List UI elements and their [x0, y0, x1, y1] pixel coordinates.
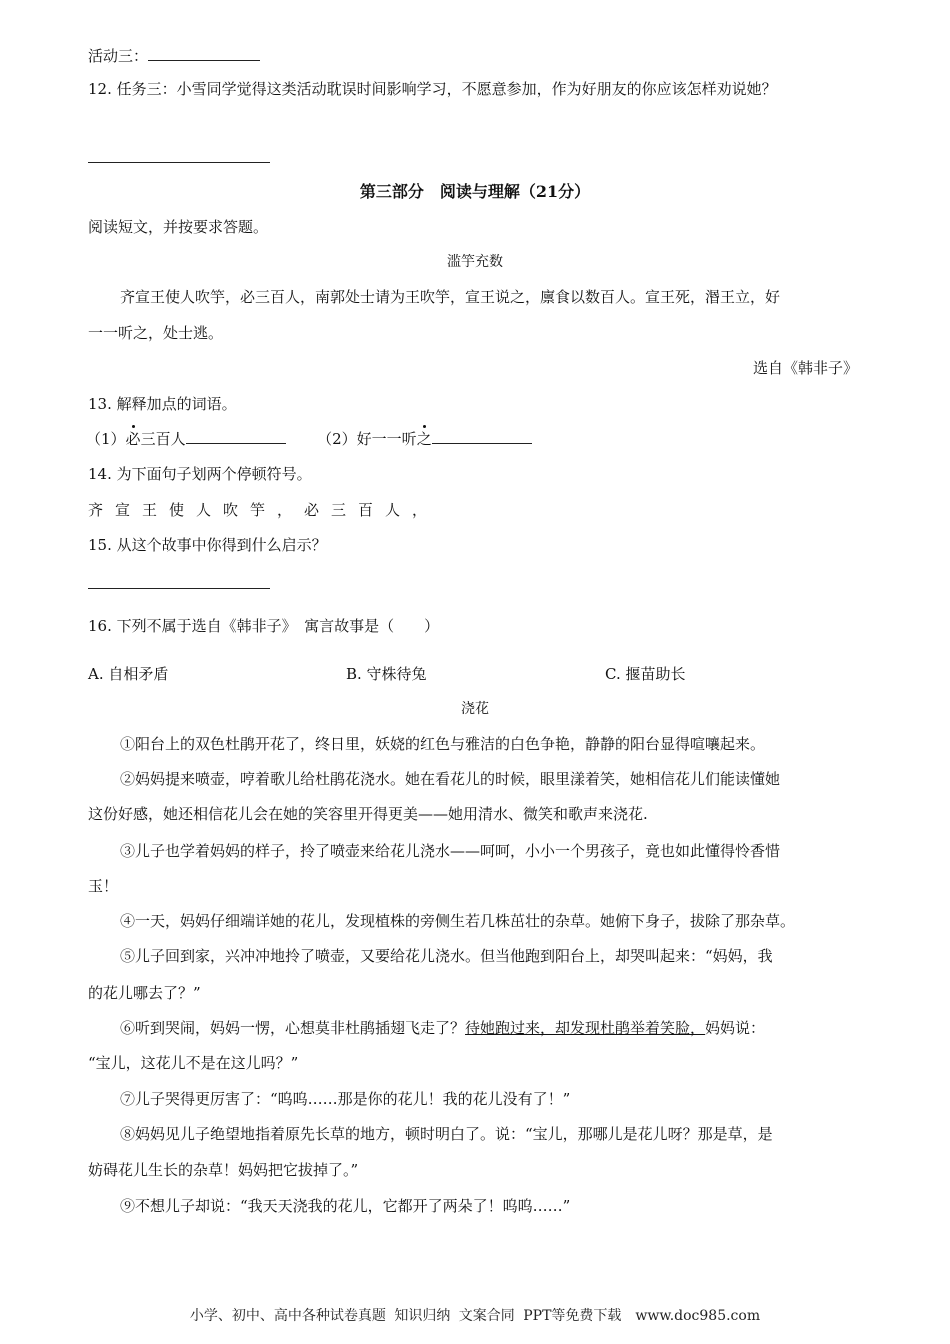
- reading-instruction: 阅读短文，并按要求答题。: [88, 218, 269, 236]
- passage2-para2-line2: 这份好感，她还相信花儿会在她的笑容里开得更美——她用清水、微笑和歌声来浇花.: [88, 805, 648, 823]
- q16-option-c[interactable]: C. 揠苗助长: [605, 665, 686, 683]
- q13-item1-blank[interactable]: [186, 427, 286, 444]
- question-13: 13. 解释加点的词语。: [88, 395, 237, 413]
- para6-text-a: ⑥听到哭闹，妈妈一愣，心想莫非杜鹃插翅飞走了？: [120, 1019, 466, 1037]
- passage2-para1: ①阳台上的双色杜鹃开花了，终日里，妖娆的红色与雅洁的白色争艳，静静的阳台显得喧嚷起来。: [120, 735, 766, 753]
- passage2-para3-line1: ③儿子也学着妈妈的样子，拎了喷壶来给花儿浇水——呵呵，小小一个男孩子，竟也如此懂得怜香惜: [120, 842, 781, 860]
- passage2-para6-line1: [120, 1017, 765, 1039]
- question-12: 12. 任务三：小雪同学觉得这类活动耽误时间影响学习，不愿意参加，作为好朋友的你应该怎样劝说她？: [88, 80, 777, 98]
- page-footer[interactable]: 小学、初中、高中各种试卷真题 知识归纳 文案合同 PPT等免费下载 www.doc985.com: [189, 1308, 761, 1324]
- q16-option-b[interactable]: B. 守株待兔: [346, 665, 427, 683]
- activity3-line: [88, 44, 260, 67]
- q13-item1-rest: 三百人: [140, 430, 186, 448]
- q13-item2-dotted-char: 之: [416, 430, 432, 448]
- q14-sentence: 齐宣王使人吹竽，必三百人，: [88, 501, 440, 519]
- question-14: 14. 为下面句子划两个停顿符号。: [88, 465, 312, 483]
- para6-text-b: 妈妈说：: [705, 1019, 766, 1037]
- q13-item2-num: （2）好一一听: [317, 430, 417, 448]
- passage2-para8-line2: 妨碍花儿生长的杂草！妈妈把它拔掉了。”: [88, 1161, 359, 1179]
- passage2-para6-line2: “宝儿，这花儿不是在这儿吗？”: [88, 1054, 299, 1072]
- passage2-para4: ④一天，妈妈仔细端详她的花儿，发现植株的旁侧生若几株茁壮的杂草。她俯下身子，拔除了那杂草。: [120, 912, 796, 930]
- passage2-para8-line1: ⑧妈妈见儿子绝望地指着原先长草的地方，顿时明白了。说：“宝儿，那哪儿是花儿呀？那是草，是: [120, 1125, 773, 1143]
- passage1-line2: 一一听之，处士逃。: [88, 324, 224, 342]
- passage1-line1: 齐宣王使人吹竽，必三百人，南郭处士请为王吹竽，宣王说之，廪食以数百人。宣王死，湣王立，好: [120, 288, 781, 306]
- question-15: 15. 从这个故事中你得到什么启示？: [88, 536, 327, 554]
- q13-item1-dotted-char: 必: [125, 430, 141, 448]
- q15-answer-line[interactable]: [88, 588, 270, 589]
- q13-item2-blank[interactable]: [432, 427, 532, 444]
- q13-items: [86, 427, 532, 450]
- passage2-title: 浇花: [461, 701, 489, 717]
- passage1-source: 选自《韩非子》: [752, 359, 858, 377]
- q16-option-a[interactable]: A. 自相矛盾: [88, 665, 169, 683]
- passage2-para9: ⑨不想儿子却说：“我天天浇我的花儿，它都开了两朵了！呜呜……”: [120, 1197, 571, 1215]
- passage2-para3-line2: 玉！: [88, 877, 119, 895]
- q13-item1-num: （1）: [86, 430, 126, 448]
- q12-answer-line[interactable]: [88, 162, 270, 163]
- passage2-para7: ⑦儿子哭得更厉害了：“呜呜……那是你的花儿！我的花儿没有了！”: [120, 1090, 571, 1108]
- passage1-title: 滥竽充数: [447, 254, 503, 270]
- para6-underlined-sentence: 待她跑过来，却发现杜鹃举着笑脸，: [465, 1019, 706, 1037]
- activity3-label: 活动三：: [88, 47, 149, 65]
- activity3-blank[interactable]: [148, 44, 260, 61]
- passage2-para5-line2: 的花儿哪去了？”: [88, 984, 201, 1002]
- passage2-para2-line1: ②妈妈提来喷壶，哼着歌儿给杜鹃花浇水。她在看花儿的时候，眼里漾着笑，她相信花儿们能读懂她: [120, 770, 781, 788]
- section3-title: 第三部分 阅读与理解（21分）: [359, 182, 591, 201]
- question-16: 16. 下列不属于选自《韩非子》 寓言故事是（ ）: [88, 617, 440, 635]
- passage2-para5-line1: ⑤儿子回到家，兴冲冲地拎了喷壶，又要给花儿浇水。但当他跑到阳台上，却哭叫起来：“妈妈，我: [120, 947, 773, 965]
